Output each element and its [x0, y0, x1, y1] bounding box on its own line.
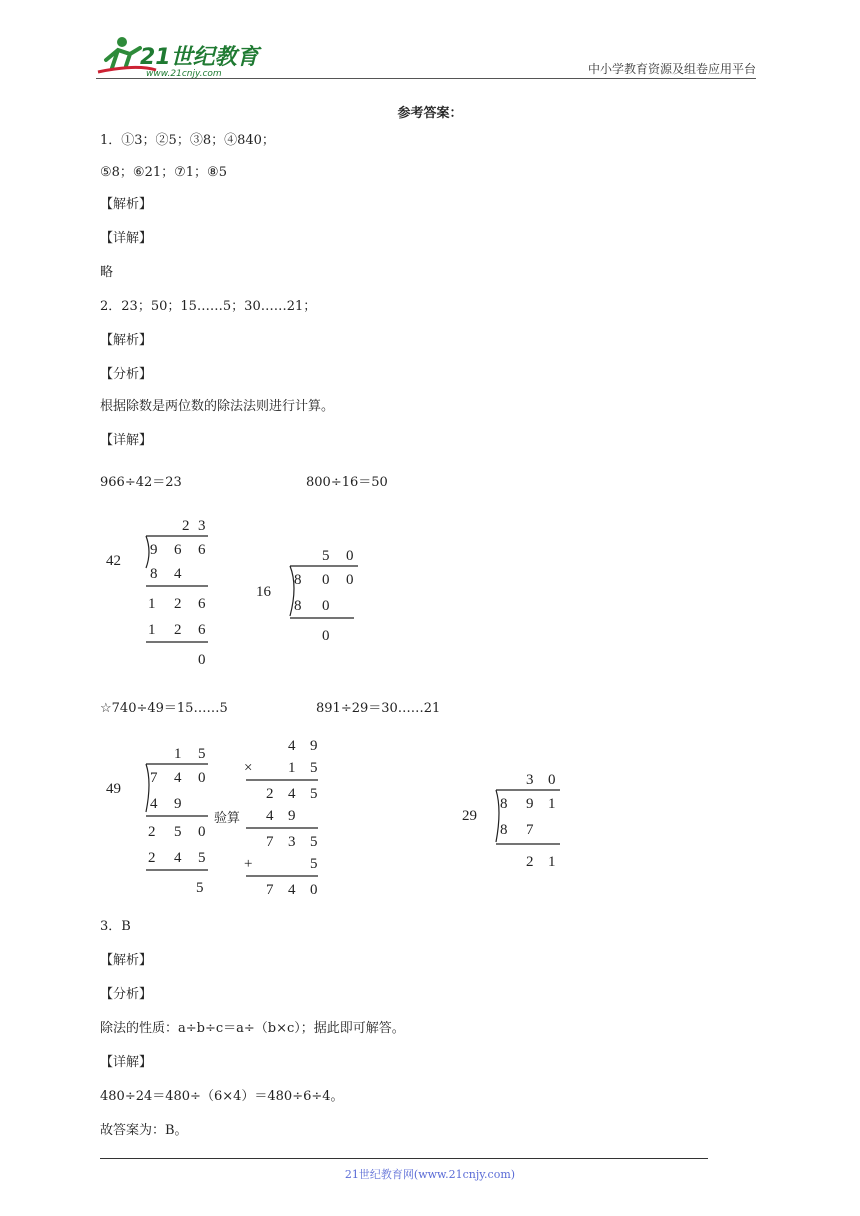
remainder-digit: 2 [526, 854, 534, 870]
step-digit: 4 [150, 796, 158, 812]
q3-detail: 480÷24＝480÷（6×4）＝480÷6÷4。 [100, 1089, 344, 1104]
long-division-891-29 [458, 762, 568, 874]
q2-xiangjie: 【详解】 [100, 433, 153, 448]
check-digit: 4 [288, 738, 296, 754]
step-digit: 2 [174, 596, 182, 612]
q1-xiangjie: 【详解】 [100, 231, 153, 246]
long-division-800-16 [252, 538, 372, 648]
quotient-digit: 0 [346, 548, 354, 564]
logo-text: 21世纪教育 [140, 45, 259, 70]
check-digit: 4 [266, 808, 274, 824]
step-digit: 2 [148, 824, 156, 840]
quotient-digit: 0 [548, 772, 556, 788]
q3-analysis: 除法的性质：a÷b÷c＝a÷（b×c）；据此即可解答。 [100, 1021, 405, 1036]
verify-label: 验算 [214, 811, 241, 826]
step-digit: 8 [500, 822, 508, 838]
check-digit: 7 [266, 882, 274, 898]
quotient-digit: 5 [322, 548, 330, 564]
check-digit: 4 [288, 882, 296, 898]
q3-line1: 3．B [100, 919, 131, 934]
step-digit: 2 [148, 850, 156, 866]
step-digit: 5 [198, 850, 206, 866]
q2-line1: 2．23；50；15……5；30……21； [100, 299, 317, 314]
remainder: 0 [322, 628, 330, 644]
divisor: 29 [462, 808, 477, 824]
step-digit: 8 [294, 598, 302, 614]
page-title: 参考答案： [397, 106, 463, 121]
quotient-digit: 3 [526, 772, 534, 788]
step-digit: 6 [198, 622, 206, 638]
dividend-digit: 9 [526, 796, 534, 812]
header-divider [96, 78, 756, 79]
step-digit: 0 [322, 598, 330, 614]
step-digit: 2 [174, 622, 182, 638]
dividend-digit: 8 [294, 572, 302, 588]
check-digit: 4 [288, 786, 296, 802]
multiply-sign: × [244, 760, 253, 776]
q2-eq1: 966÷42＝23 [100, 475, 182, 490]
dividend-digit: 6 [174, 542, 182, 558]
footer-divider [100, 1158, 708, 1159]
verification-calculation [240, 734, 330, 900]
q2-jiexi: 【解析】 [100, 333, 153, 348]
step-digit: 0 [198, 824, 206, 840]
q2-analysis: 根据除数是两位数的除法法则进行计算。 [100, 399, 335, 414]
check-digit: 3 [288, 834, 296, 850]
q1-answer: 略 [100, 265, 114, 280]
footer-link[interactable]: 21世纪教育网(www.21cnjy.com) [344, 1168, 516, 1181]
q3-xiangjie: 【详解】 [100, 1055, 153, 1070]
check-digit: 0 [310, 882, 318, 898]
step-digit: 9 [174, 796, 182, 812]
q2-eq4: 891÷29＝30……21 [316, 701, 441, 716]
step-digit: 5 [174, 824, 182, 840]
quotient-digit: 3 [198, 518, 206, 534]
step-digit: 6 [198, 596, 206, 612]
check-digit: 5 [310, 834, 318, 850]
dividend-digit: 7 [150, 770, 158, 786]
quotient-digit: 2 [182, 518, 190, 534]
header-right-text: 中小学教育资源及组卷应用平台 [587, 62, 756, 76]
long-division-740-49 [100, 736, 220, 900]
q1-jiexi: 【解析】 [100, 197, 153, 212]
remainder-digit: 1 [548, 854, 556, 870]
step-digit: 4 [174, 566, 182, 582]
check-digit: 5 [310, 786, 318, 802]
q1-line1: 1．①3；②5；③8；④840； [100, 133, 275, 148]
check-digit: 1 [288, 760, 296, 776]
quotient-digit: 1 [174, 746, 182, 762]
remainder: 0 [198, 652, 206, 668]
check-digit: 5 [310, 856, 318, 872]
dividend-digit: 0 [346, 572, 354, 588]
quotient-digit: 5 [198, 746, 206, 762]
check-digit: 2 [266, 786, 274, 802]
step-digit: 1 [148, 622, 156, 638]
step-digit: 4 [174, 850, 182, 866]
logo-url: www.21cnjy.com [146, 69, 222, 78]
dividend-digit: 4 [174, 770, 182, 786]
check-digit: 5 [310, 760, 318, 776]
q1-line2: ⑤8；⑥21；⑦1；⑧5 [100, 165, 227, 180]
q2-fenxi: 【分析】 [100, 367, 153, 382]
check-digit: 7 [266, 834, 274, 850]
q3-fenxi: 【分析】 [100, 987, 153, 1002]
dividend-digit: 0 [198, 770, 206, 786]
check-digit: 9 [310, 738, 318, 754]
divisor: 42 [106, 553, 121, 569]
q2-eq2: 800÷16＝50 [306, 475, 388, 490]
dividend-digit: 1 [548, 796, 556, 812]
step-digit: 8 [150, 566, 158, 582]
dividend-digit: 6 [198, 542, 206, 558]
site-logo [96, 34, 266, 78]
dividend-digit: 9 [150, 542, 158, 558]
check-digit: 9 [288, 808, 296, 824]
remainder: 5 [196, 880, 204, 896]
step-digit: 1 [148, 596, 156, 612]
q3-conclusion: 故答案为：B。 [100, 1123, 188, 1138]
step-digit: 7 [526, 822, 534, 838]
dividend-digit: 0 [322, 572, 330, 588]
divisor: 49 [106, 781, 121, 797]
q2-eq3: ☆740÷49＝15……5 [100, 701, 228, 716]
dividend-digit: 8 [500, 796, 508, 812]
divisor: 16 [256, 584, 271, 600]
long-division-966-42 [100, 508, 220, 672]
runner-logo-icon [96, 34, 266, 78]
q3-jiexi: 【解析】 [100, 953, 153, 968]
plus-sign: + [244, 856, 253, 872]
